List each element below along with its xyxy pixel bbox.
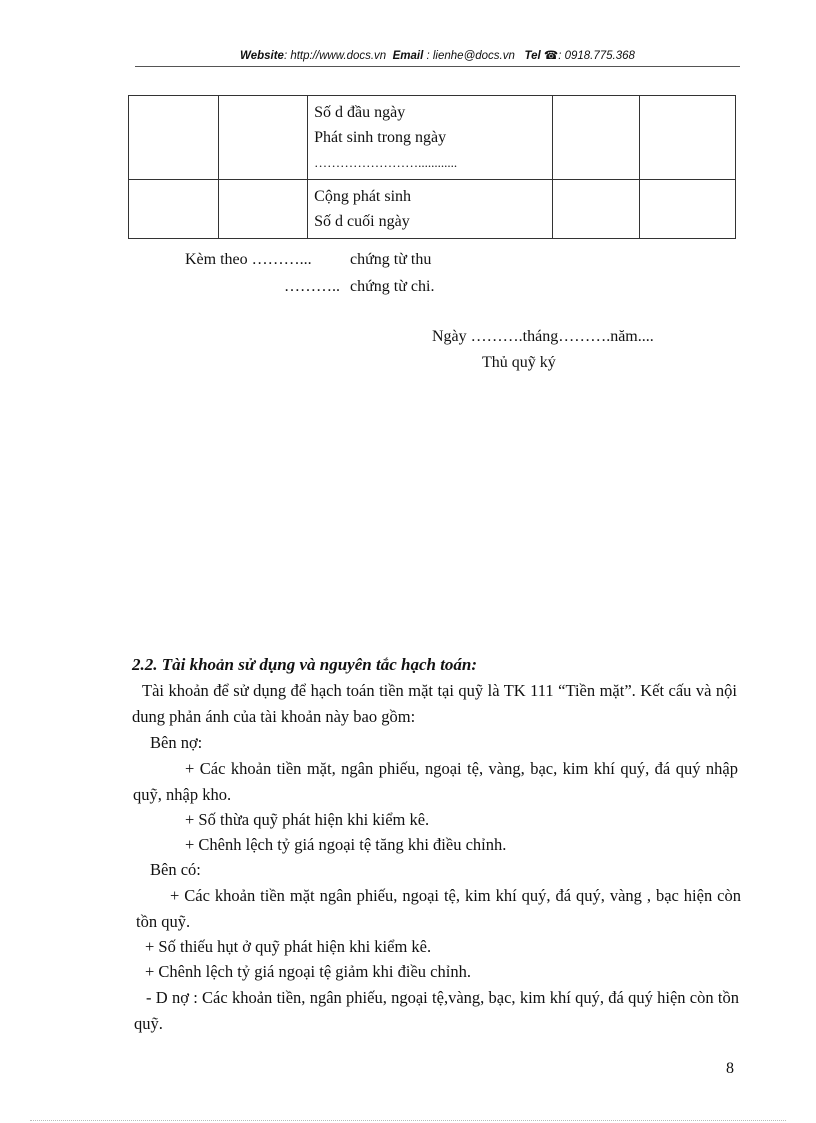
email-value[interactable]: : lienhe@docs.vn bbox=[426, 50, 515, 62]
cell-line: Số d đầu ngày bbox=[314, 104, 406, 121]
table-row bbox=[129, 180, 736, 239]
cell-line: Số d cuối ngày bbox=[314, 213, 410, 230]
table-cell bbox=[218, 180, 308, 239]
table-cell-description bbox=[308, 180, 553, 239]
table-cell bbox=[129, 180, 219, 239]
tel-label: Tel bbox=[524, 50, 541, 62]
debit-item: + Chênh lệch tỷ giá ngoại tệ tăng khi điều chỉnh. bbox=[185, 835, 507, 854]
debit-item: + Số thừa quỹ phát hiện khi kiểm kê. bbox=[185, 810, 430, 829]
attachment-line-1-prefix: Kèm theo ………... bbox=[185, 251, 312, 268]
section-heading: 2.2. Tài khoản sử dụng và nguyên tắc hạch toán: bbox=[132, 655, 478, 674]
email-label: Email bbox=[392, 50, 424, 62]
table-cell bbox=[640, 180, 736, 239]
cell-line: ……………………............ bbox=[314, 155, 458, 170]
table-row bbox=[129, 96, 736, 180]
debit-item: + Các khoản tiền mặt, ngân phiếu, ngoại tệ, vàng, bạc, kim khí quý, đá quý nhập quỹ, nhập kho. bbox=[133, 759, 738, 804]
attachment-line-2-prefix: ……….. bbox=[284, 278, 340, 295]
cash-ledger-table bbox=[128, 95, 736, 239]
footer-divider bbox=[30, 1120, 786, 1121]
page-header bbox=[135, 48, 740, 67]
attachment-line-2-suffix: chứng từ chi. bbox=[350, 278, 435, 295]
table-cell-description bbox=[308, 96, 553, 180]
signature-date: Ngày ……….tháng……….năm.... bbox=[432, 328, 654, 345]
attachment-line-1-suffix: chứng từ thu bbox=[350, 251, 432, 268]
section-intro: Tài khoản để sử dụng để hạch toán tiền mặt tại quỹ là TK 111 “Tiền mặt”. Kết cấu và nội dung phản ánh của tài khoản này bao gồm: bbox=[132, 681, 737, 726]
credit-label: Bên có: bbox=[150, 860, 201, 879]
signature-signer: Thủ quỹ ký bbox=[482, 354, 556, 371]
debit-label: Bên nợ: bbox=[150, 733, 203, 752]
table-cell bbox=[640, 96, 736, 180]
credit-item: + Các khoản tiền mặt ngân phiếu, ngoại tệ, kim khí quý, đá quý, vàng , bạc hiện còn tồn quỹ. bbox=[136, 886, 741, 931]
table-cell bbox=[129, 96, 219, 180]
credit-item: + Số thiếu hụt ở quỹ phát hiện khi kiểm kê. bbox=[145, 937, 432, 956]
phone-icon: ☎ bbox=[543, 50, 559, 62]
page-number: 8 bbox=[726, 1060, 734, 1077]
website-label: Website bbox=[240, 50, 284, 62]
cell-line: Cộng phát sinh bbox=[314, 188, 412, 205]
table-cell bbox=[552, 96, 640, 180]
debit-balance: - D nợ : Các khoản tiền, ngân phiếu, ngoại tệ,vàng, bạc, kim khí quý, đá quý hiện còn tồn quỹ. bbox=[134, 988, 739, 1033]
table-cell bbox=[218, 96, 308, 180]
credit-item: + Chênh lệch tỷ giá ngoại tệ giảm khi điều chỉnh. bbox=[145, 962, 471, 981]
tel-value: : 0918.775.368 bbox=[558, 50, 635, 62]
cell-line: Phát sinh trong ngày bbox=[314, 129, 447, 146]
table-cell bbox=[552, 180, 640, 239]
website-url[interactable]: : http://www.docs.vn bbox=[283, 50, 387, 62]
